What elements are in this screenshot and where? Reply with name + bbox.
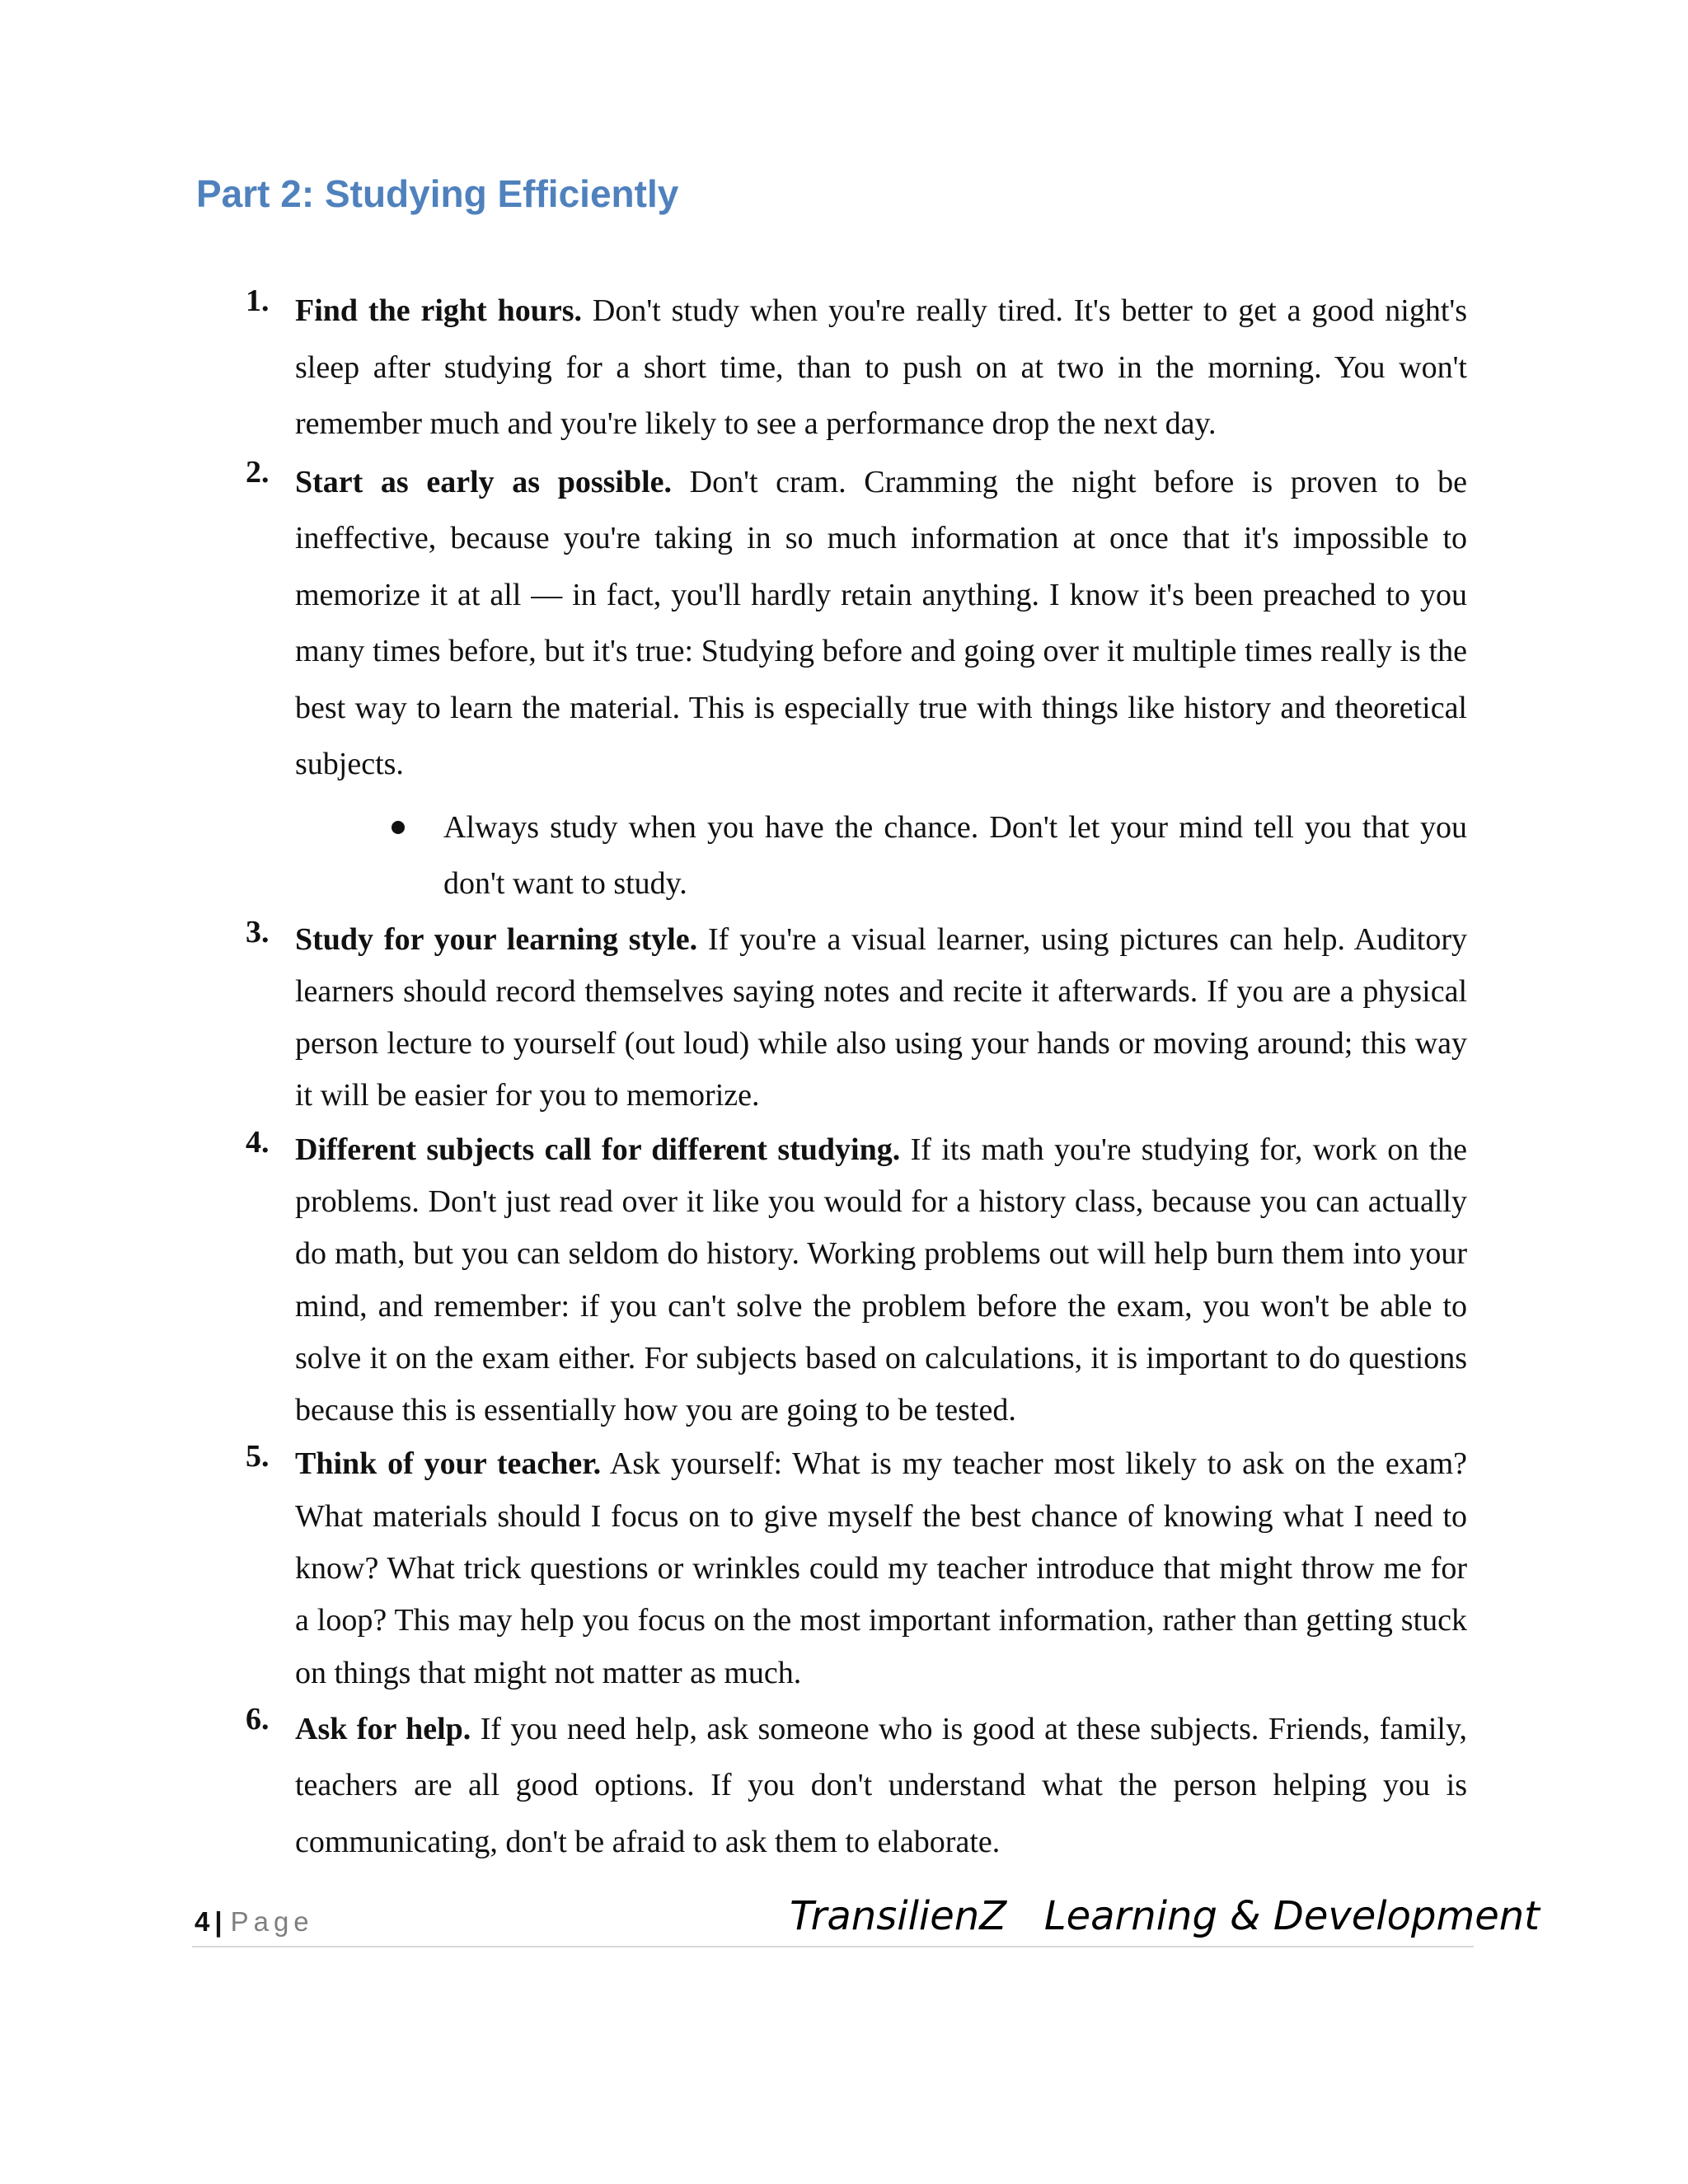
- item-text: If you're a visual learner, using pictures can help. Auditory learners should record themselves saying notes and recite it afterwards. If you are a physical person lecture to yourself (out loud) while also using your hands or moving around; this way it will be easier for you to memorize.: [295, 921, 1467, 1113]
- item-body: [295, 454, 1467, 793]
- sub-item-text: Always study when you have the chance. Don't let your mind tell you that you don't want to study.: [443, 809, 1467, 901]
- footer-brand: TransilienZ Learning & Development: [790, 1893, 1540, 1939]
- page-footer: [192, 1893, 1540, 1947]
- bullet-icon: [392, 821, 405, 834]
- sub-list-item: [295, 799, 1467, 912]
- item-number: 4.: [246, 1124, 270, 1160]
- tips-list: [239, 283, 1467, 1870]
- item-body: [295, 1701, 1467, 1871]
- list-item: [239, 454, 1467, 912]
- section-heading: Part 2: Studying Efficiently: [196, 172, 679, 215]
- page-word: Page: [230, 1906, 314, 1937]
- item-text: If you need help, ask someone who is good at these subjects. Friends, family, teachers are all good options. If you don't understand what the person helping you is communicating, don't be afraid to ask them to elaborate.: [295, 1711, 1468, 1859]
- item-number: 5.: [246, 1439, 270, 1474]
- item-text: Don't study when you're really tired. It's better to get a good night's sleep after studying for a short time, than to push on at two in the morning. You won't remember much and you're likely to see a performance drop the next day.: [295, 293, 1468, 441]
- item-title: Start as early as possible.: [295, 464, 673, 499]
- item-body: [295, 1124, 1467, 1437]
- item-text: Ask yourself: What is my teacher most likely to ask on the exam? What materials should I focus on to give myself the best chance of knowing what I need to know? What trick questions or wrinkles could my teacher introduce that might throw me for a loop? This may help you focus on the most important information, rather than getting stuck on things that might not matter as much.: [295, 1446, 1468, 1690]
- page-separator: |: [214, 1906, 223, 1937]
- item-number: 1.: [246, 284, 270, 318]
- item-title: Find the right hours.: [295, 293, 582, 328]
- page-number-label: [195, 1906, 314, 1938]
- sub-list: [295, 799, 1467, 912]
- footer-divider: [192, 1946, 1474, 1947]
- item-number: 6.: [246, 1701, 270, 1736]
- item-text: Don't cram. Cramming the night before is proven to be ineffective, because you're taking in so much information at once that it's impossible to memorize it at all — in fact, you'll hardly retain anything. I know it's been preached to you many times before, but it's true: Studying before and going over it multiple times really is the best way to learn the material. This is especially true with things like history and theoretical subjects.: [295, 464, 1468, 781]
- item-number: 3.: [246, 914, 270, 949]
- list-item: [239, 283, 1467, 452]
- item-body: [295, 914, 1467, 1122]
- list-item: [239, 1438, 1467, 1699]
- item-number: 2.: [246, 454, 270, 490]
- list-item: [239, 1701, 1467, 1871]
- item-title: Think of your teacher.: [295, 1446, 602, 1482]
- item-title: Different subjects call for different studying.: [295, 1132, 901, 1167]
- page-number: 4: [195, 1906, 210, 1937]
- item-title: Ask for help.: [295, 1711, 471, 1746]
- item-body: [295, 1438, 1467, 1699]
- item-title: Study for your learning style.: [295, 921, 698, 957]
- item-text: If its math you're studying for, work on the problems. Don't just read over it like you would for a history class, because you can actually do math, but you can seldom do history. Working problems out will help burn them into your mind, and remember: if you can't solve the problem before the exam, you won't be able to solve it on the exam either. For subjects based on calculations, it is important to do questions because this is essentially how you are going to be tested.: [295, 1132, 1468, 1428]
- item-body: [295, 283, 1467, 452]
- list-item: [239, 1124, 1467, 1437]
- list-item: [239, 914, 1467, 1122]
